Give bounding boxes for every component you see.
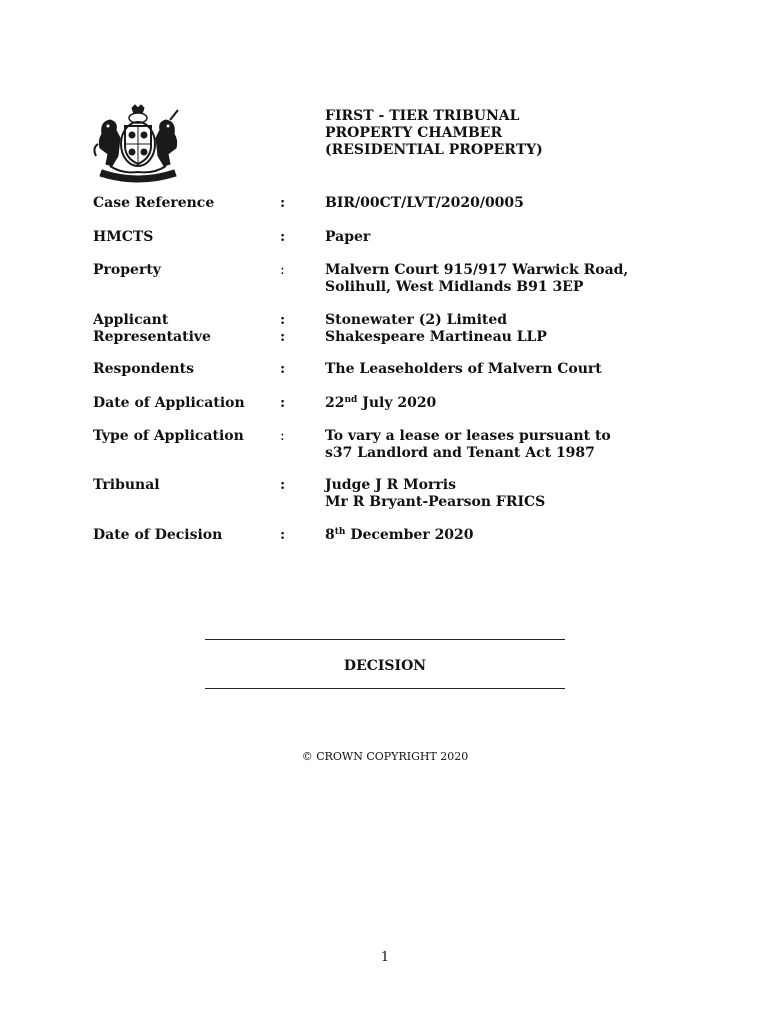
header-line-1: FIRST - TIER TRIBUNAL: [325, 108, 520, 124]
type-of-application-value: [325, 428, 655, 462]
colon: :: [280, 428, 285, 444]
applicant-value: Stonewater (2) Limited: [325, 312, 508, 328]
application-month-year: July 2020: [357, 395, 437, 411]
page-number: 1: [380, 950, 390, 965]
copyright-notice: © CROWN COPYRIGHT 2020: [301, 750, 469, 763]
representative-label: Representative: [93, 329, 211, 345]
tribunal-label: Tribunal: [93, 477, 160, 493]
hmcts-value: Paper: [325, 229, 371, 245]
type-of-application-line-2: s37 Landlord and Tenant Act 1987: [325, 445, 595, 461]
tribunal-member-1: Judge J R Morris: [325, 477, 456, 493]
property-value-line-1: Malvern Court 915/917 Warwick Road,: [325, 262, 629, 278]
colon: :: [280, 477, 286, 493]
divider-top: [205, 639, 565, 640]
application-day: 22: [325, 395, 345, 411]
colon: :: [280, 361, 286, 377]
date-of-decision-value: [325, 527, 655, 544]
representative-value: Shakespeare Martineau LLP: [325, 329, 547, 345]
royal-coat-of-arms-logo: [92, 104, 184, 184]
colon: :: [280, 229, 286, 245]
colon: :: [280, 527, 286, 543]
case-reference-label: Case Reference: [93, 195, 215, 211]
tribunal-member-2: Mr R Bryant-Pearson FRICS: [325, 494, 546, 510]
respondents-value: The Leaseholders of Malvern Court: [325, 361, 602, 377]
respondents-label: Respondents: [93, 361, 194, 377]
tribunal-value: [325, 477, 655, 511]
decision-heading: DECISION: [343, 658, 427, 674]
date-of-application-value: [325, 395, 655, 412]
colon: :: [280, 262, 285, 278]
applicant-label: Applicant: [93, 312, 169, 328]
decision-month-year: December 2020: [345, 527, 474, 543]
type-of-application-label: Type of Application: [93, 428, 244, 444]
case-reference-value: BIR/00CT/LVT/2020/0005: [325, 195, 524, 211]
divider-bottom: [205, 688, 565, 689]
colon: :: [280, 329, 286, 345]
tribunal-header: [325, 108, 543, 159]
type-of-application-line-1: To vary a lease or leases pursuant to: [325, 428, 611, 444]
colon: :: [280, 395, 286, 411]
date-of-application-label: Date of Application: [93, 395, 245, 411]
colon: :: [280, 312, 286, 328]
date-of-decision-label: Date of Decision: [93, 527, 223, 543]
hmcts-label: HMCTS: [93, 229, 154, 245]
header-line-2: PROPERTY CHAMBER: [325, 125, 503, 141]
decision-day: 8: [325, 527, 335, 543]
property-label: Property: [93, 262, 161, 278]
property-value-line-2: Solihull, West Midlands B91 3EP: [325, 279, 584, 295]
header-line-3: (RESIDENTIAL PROPERTY): [325, 142, 543, 158]
colon: :: [280, 195, 286, 211]
application-day-suffix: nd: [344, 395, 358, 405]
property-value: [325, 262, 655, 296]
decision-day-suffix: th: [334, 527, 346, 537]
